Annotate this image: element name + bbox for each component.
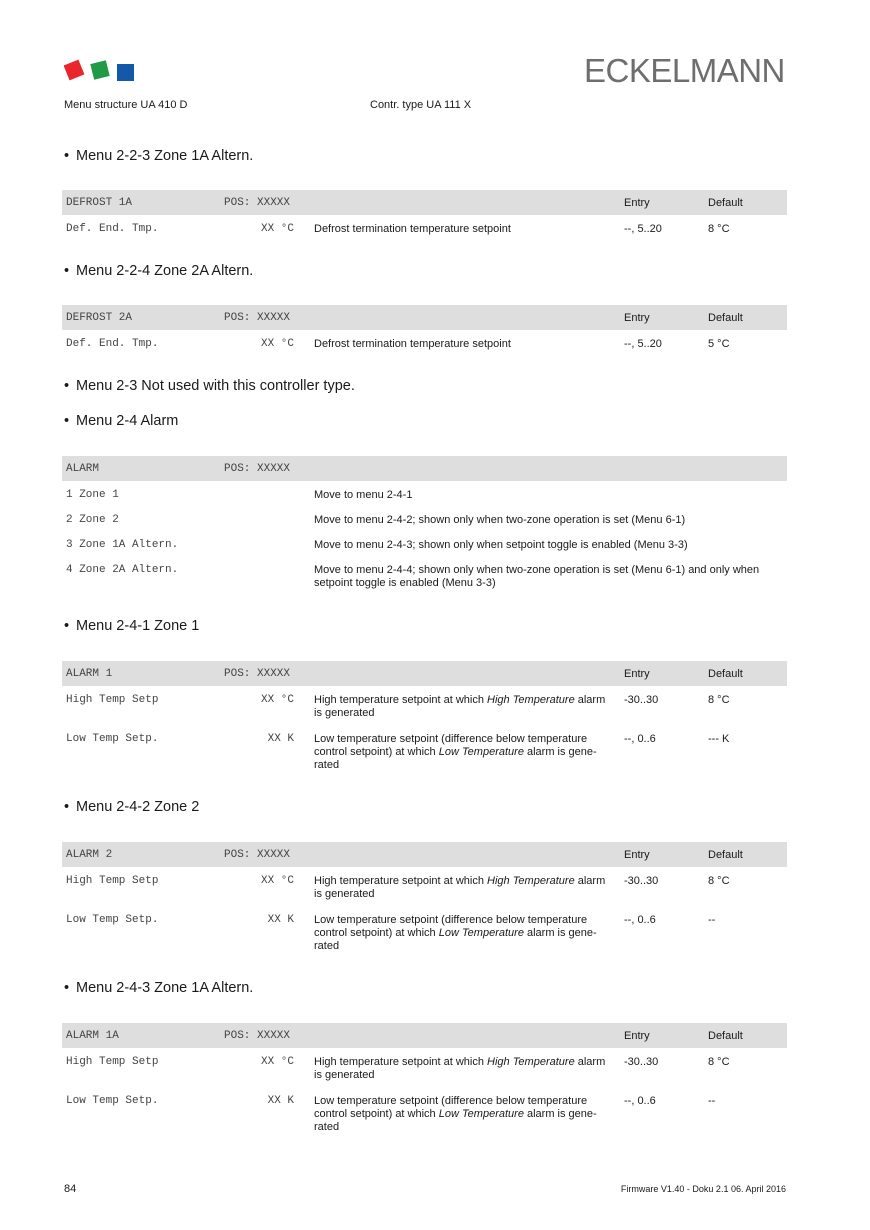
page-number: 84 <box>64 1183 77 1195</box>
table-row: Low Temp Setp. XX K Low temperature setpoint (difference below temperature control setpoint) at which Low Temperature alarm is gene- rated --, 0..6 -- <box>66 1095 716 1133</box>
menu-table <box>62 1023 787 1139</box>
section-heading: • Menu 2-4-3 Zone 1A Altern. <box>64 980 254 996</box>
table-row: High Temp Setp XX °C High temperature setpoint at which High Temperature alarm is generated -30..30 8 °C <box>66 694 730 719</box>
table-row: High Temp Setp XX °C High temperature setpoint at which High Temperature alarm is generated -30..30 8 °C <box>66 1056 730 1081</box>
table-header: DEFROST 2A POS: XXXXX Entry Default <box>62 305 787 330</box>
table-row: 3 Zone 1A Altern. Move to menu 2-4-3; shown only when setpoint toggle is enabled (Menu 3-3) <box>66 539 688 551</box>
menu-table <box>62 842 787 958</box>
table-row: Def. End. Tmp. XX °C Defrost termination temperature setpoint --, 5..20 5 °C <box>66 338 730 350</box>
eckelmann-logo-icon <box>64 58 136 84</box>
table-header: ALARM 1 POS: XXXXX Entry Default <box>62 661 787 686</box>
table-header <box>62 190 787 215</box>
menu-pos: POS: XXXXX <box>224 197 291 209</box>
menu-table <box>62 661 787 777</box>
section-heading: • Menu 2-4 Alarm <box>64 413 179 429</box>
section-heading: • Menu 2-4-2 Zone 2 <box>64 799 200 815</box>
menu-table <box>62 190 787 241</box>
firmware-info: Firmware V1.40 - Doku 2.1 06. April 2016 <box>620 1184 786 1194</box>
table-header: ALARM 1A POS: XXXXX Entry Default <box>62 1023 787 1048</box>
table-header: ALARM POS: XXXXX <box>62 456 787 481</box>
menu-structure-label: Menu structure UA 410 D <box>64 99 188 111</box>
section-heading: • Menu 2-2-3 Zone 1A Altern. <box>64 148 254 164</box>
table-row: Low Temp Setp. XX K Low temperature setpoint (difference below temperature control setpoint) at which Low Temperature alarm is gene- rated --, 0..6 --- K <box>66 733 730 771</box>
entry-header: Entry <box>624 197 650 209</box>
table-row: 4 Zone 2A Altern. Move to menu 2-4-4; shown only when two-zone operation is set (Menu 6-1) and only when setpoint toggle is enabled (Menu 3-3) <box>66 564 760 589</box>
section-heading: • Menu 2-3 Not used with this controller type. <box>64 378 355 394</box>
default-header: Default <box>708 197 743 209</box>
table-row: 1 Zone 1 Move to menu 2-4-1 <box>66 489 413 501</box>
table-row: Low Temp Setp. XX K Low temperature setpoint (difference below temperature control setpoint) at which Low Temperature alarm is gene- rated --, 0..6 -- <box>66 914 716 952</box>
table-row: 2 Zone 2 Move to menu 2-4-2; shown only when two-zone operation is set (Menu 6-1) <box>66 514 686 526</box>
menu-table <box>62 305 787 356</box>
table-row: High Temp Setp XX °C High temperature setpoint at which High Temperature alarm is generated -30..30 8 °C <box>66 875 730 900</box>
brand-wordmark: ECKELMANN <box>584 52 785 89</box>
menu-name: DEFROST 1A <box>66 197 133 209</box>
section-heading: • Menu 2-2-4 Zone 2A Altern. <box>64 263 254 279</box>
menu-table <box>62 456 787 594</box>
table-row: Def. End. Tmp. XX °C Defrost termination temperature setpoint --, 5..20 8 °C <box>66 223 730 235</box>
section-heading: • Menu 2-4-1 Zone 1 <box>64 618 200 634</box>
table-header: ALARM 2 POS: XXXXX Entry Default <box>62 842 787 867</box>
controller-type-label: Contr. type UA 111 X <box>370 99 472 111</box>
